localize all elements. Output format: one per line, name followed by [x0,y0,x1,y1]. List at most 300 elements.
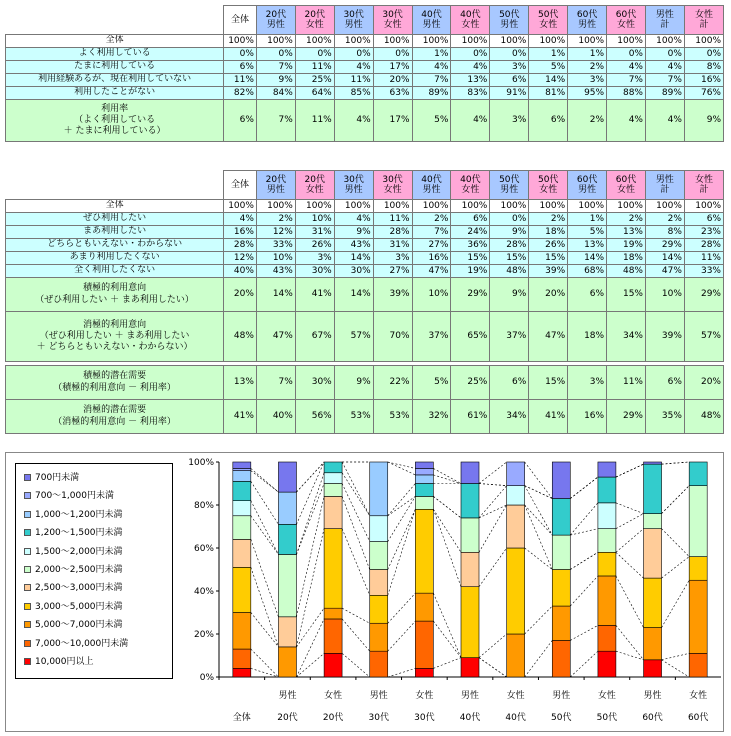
value-cell: 2% [256,213,295,226]
value-cell: 13% [568,239,607,252]
value-cell: 6% [490,366,529,400]
legend-label: 1,000～1,200円未満 [35,509,123,520]
row-label-line: まあ利用したい [83,226,147,237]
bar-segment [278,462,296,492]
bar-segment [461,518,479,552]
value-cell: 31% [295,226,334,239]
row-label-line: 全体 [105,35,124,46]
column-header [373,171,412,200]
bar-segment [552,640,570,677]
x-category-line1: 男性 [552,691,571,701]
value-cell: 0% [451,48,490,61]
value-cell: 10% [256,252,295,265]
y-tick-label: 60% [193,544,214,554]
value-cell: 0% [256,48,295,61]
series-connector-line [251,471,279,493]
value-cell: 7% [645,74,684,87]
row-label [6,239,224,252]
x-category-line1: 男性 [369,691,388,701]
series-connector-line [296,484,324,555]
table-row [6,100,724,142]
column-header-line1: 40代 [460,174,481,185]
value-cell: 8% [645,226,684,239]
value-cell: 100% [568,35,607,48]
column-header-line1: 全体 [231,14,250,25]
value-cell: 20% [684,366,723,400]
series-connector-line [342,473,370,516]
value-cell: 0% [490,213,529,226]
y-tick-label: 40% [193,587,214,597]
value-cell: 34% [490,400,529,434]
series-connector-line [388,509,416,569]
column-header-line2: 女性 [305,20,324,30]
series-connector-line [662,660,690,677]
column-header [295,6,334,35]
y-tick-label: 100% [188,458,214,468]
column-header-line2: 計 [699,20,709,30]
value-cell: 26% [529,239,568,252]
bar-segment [598,625,616,651]
value-cell: 100% [295,200,334,213]
value-cell: 13% [451,74,490,87]
series-connector-line [251,649,279,677]
row-label [6,74,224,87]
value-cell: 24% [451,226,490,239]
column-header-line2: 女性 [539,20,558,30]
value-cell: 29% [684,278,723,312]
value-cell: 3% [490,100,529,142]
series-connector-line [616,576,644,628]
series-connector-line [388,496,416,541]
column-header-line2: 男性 [422,185,441,195]
bar-segment [233,516,251,540]
value-cell: 7% [412,226,451,239]
bar-segment [507,486,525,505]
value-cell: 18% [568,312,607,362]
header-row [6,6,724,35]
bar-segment [233,501,251,516]
bar-segment [233,613,251,650]
value-cell: 48% [607,265,646,278]
value-cell: 6% [568,278,607,312]
value-cell: 2% [529,213,568,226]
series-connector-line [388,462,416,468]
series-connector-line [296,529,324,647]
value-cell: 7% [607,74,646,87]
column-header [684,171,723,200]
series-connector-line [616,651,644,660]
value-cell: 100% [684,35,723,48]
bar-segment [507,505,525,548]
bar-segment [324,619,342,653]
row-label-line: 全く利用したくない [74,265,156,276]
series-connector-line [570,625,598,640]
column-header-line1: 40代 [421,9,442,20]
value-cell: 4% [334,213,373,226]
value-cell: 100% [373,200,412,213]
bar-segment [461,462,479,484]
bar-segment [233,668,251,677]
column-header-line2: 女性 [617,20,636,30]
value-cell: 56% [295,400,334,434]
value-cell: 22% [373,366,412,400]
series-connector-line [616,514,644,529]
series-connector-line [616,464,644,477]
value-cell: 29% [645,239,684,252]
value-cell: 12% [256,226,295,239]
value-cell: 9% [490,278,529,312]
value-cell: 3% [490,61,529,74]
value-cell: 10% [412,278,451,312]
value-cell: 48% [684,400,723,434]
row-label [6,366,224,400]
row-label-line: ＋ どちらともいえない・わからない） [36,342,193,353]
value-cell: 18% [529,226,568,239]
column-header-line1: 女性 [694,9,713,20]
value-cell: 48% [490,265,529,278]
legend-label: 2,500～3,000円未満 [35,583,123,594]
column-header [645,6,684,35]
column-header-line2: 女性 [461,20,480,30]
table-row [6,87,724,100]
bar-segment [324,529,342,609]
value-cell: 40% [224,265,257,278]
value-cell: 53% [373,400,412,434]
series-connector-line [342,496,370,569]
column-header [451,6,490,35]
bar-segment [644,529,662,578]
column-header-line1: 40代 [421,174,442,185]
series-connector-line [251,516,279,555]
value-cell: 41% [529,400,568,434]
value-cell: 48% [224,312,257,362]
value-cell: 47% [412,265,451,278]
value-cell: 25% [451,366,490,400]
column-header [224,171,257,200]
row-label-line: 利用経験あるが、現在利用していない [38,74,192,85]
bar-segment [507,462,525,486]
value-cell: 7% [256,100,295,142]
value-cell: 0% [607,48,646,61]
value-cell: 89% [412,87,451,100]
value-cell: 34% [607,312,646,362]
value-cell: 11% [334,74,373,87]
column-header [490,171,529,200]
column-header [607,6,646,35]
value-cell: 70% [373,312,412,362]
value-cell: 57% [684,312,723,362]
value-cell: 2% [607,213,646,226]
series-connector-line [342,529,370,596]
column-header-line1: 20代 [304,174,325,185]
column-header [529,171,568,200]
value-cell: 3% [568,74,607,87]
bar-segment [644,578,662,627]
value-cell: 11% [295,100,334,142]
series-connector-line [616,529,644,553]
column-header [451,171,490,200]
value-cell: 35% [645,400,684,434]
bar-segment [598,576,616,625]
series-connector-line [570,552,598,569]
column-header-line2: 女性 [305,185,324,195]
series-connector-line [251,481,279,524]
column-header [224,6,257,35]
bar-segment [278,492,296,524]
value-cell: 15% [607,278,646,312]
value-cell: 91% [490,87,529,100]
x-category-line2: 全体 [232,713,251,723]
column-header-line2: 女性 [539,185,558,195]
row-label [6,226,224,239]
series-connector-line [433,475,461,484]
value-cell: 85% [334,87,373,100]
bar-segment [370,623,388,651]
value-cell: 6% [684,213,723,226]
value-cell: 64% [295,87,334,100]
column-header-line2: 女性 [461,185,480,195]
series-connector-line [433,509,461,586]
value-cell: 65% [451,312,490,362]
value-cell: 3% [295,252,334,265]
value-cell: 1% [568,213,607,226]
legend-label: 2,000～2,500円未満 [35,565,123,575]
bar-segment [370,651,388,677]
bar-segment [324,462,342,473]
x-category-line2: 60代 [642,713,663,723]
series-connector-line [525,486,553,499]
legend-label: 700～1,000円未満 [35,491,114,502]
series-connector-line [525,486,553,535]
column-header [607,171,646,200]
bar-segment [552,606,570,640]
row-label [6,278,224,312]
value-cell: 100% [451,200,490,213]
series-connector-line [479,486,507,518]
value-cell: 28% [684,239,723,252]
row-label [6,200,224,213]
bar-segment [461,587,479,658]
header-blank-cell [6,171,224,200]
value-cell: 6% [224,61,257,74]
value-cell: 19% [451,265,490,278]
column-header-line1: 60代 [615,174,637,185]
value-cell: 15% [490,252,529,265]
bar-segment [324,473,342,484]
value-cell: 0% [295,48,334,61]
table-row [6,366,724,400]
series-connector-line [662,580,690,627]
value-cell: 0% [334,48,373,61]
value-cell: 20% [373,74,412,87]
x-category-line2: 20代 [277,713,298,723]
value-cell: 14% [529,74,568,87]
header-row [6,171,724,200]
bar-segment [324,608,342,619]
row-label-line: （ぜひ利用したい ＋ まあ利用したい） [35,294,194,305]
value-cell: 2% [568,61,607,74]
value-cell: 89% [645,87,684,100]
x-category-line1: 男性 [460,691,480,701]
value-cell: 17% [373,61,412,74]
series-connector-line [251,567,279,647]
bar-segment [552,462,570,499]
value-cell: 11% [607,366,646,400]
column-header-line1: 50代 [537,174,559,185]
table-usage-intention [5,170,724,434]
row-label-line: 消極的利用意向 [83,319,147,330]
series-connector-line [525,505,553,535]
column-header [256,6,295,35]
value-cell: 6% [451,213,490,226]
column-header-line1: 30代 [343,9,364,20]
x-category-line1: 女性 [415,691,434,701]
value-cell: 4% [645,100,684,142]
column-header [334,6,373,35]
value-cell: 16% [224,226,257,239]
value-cell: 100% [224,200,257,213]
value-cell: 5% [529,61,568,74]
value-cell: 43% [334,239,373,252]
bar-segment [598,477,616,503]
series-connector-line [296,496,324,616]
value-cell: 0% [224,48,257,61]
value-cell: 88% [607,87,646,100]
value-cell: 0% [645,48,684,61]
value-cell: 68% [568,265,607,278]
table-row [6,239,724,252]
value-cell: 63% [373,87,412,100]
value-cell: 0% [684,48,723,61]
bar-segment [689,557,707,581]
value-cell: 57% [334,312,373,362]
row-label [6,100,224,142]
value-cell: 32% [412,400,451,434]
row-label-line: （よく利用している [74,114,156,125]
value-cell: 4% [607,61,646,74]
value-cell: 33% [684,265,723,278]
column-header-line2: 男性 [500,185,519,195]
bar-segment [415,593,433,621]
column-header [334,171,373,200]
value-cell: 9% [334,226,373,239]
row-label-line: 消極的潜在需要 [83,405,147,416]
bar-segment [233,468,251,470]
series-connector-line [525,505,553,570]
value-cell: 95% [568,87,607,100]
series-connector-line [662,486,690,514]
column-header-line2: 男性 [266,20,285,30]
value-cell: 41% [295,278,334,312]
column-header [568,6,607,35]
bar-segment [644,462,662,464]
bar-segment [278,617,296,647]
column-header-line1: 60代 [576,174,598,185]
bar-segment [461,552,479,586]
series-connector-line [479,505,507,552]
row-label [6,61,224,74]
bar-segment [324,484,342,497]
x-category-line1: 女性 [506,691,525,701]
table-row [6,226,724,239]
value-cell: 7% [256,61,295,74]
column-header-line2: 女性 [617,185,636,195]
row-label [6,35,224,48]
row-label-line: あまり利用したくない [69,252,160,263]
column-header-line2: 女性 [383,20,402,30]
value-cell: 76% [684,87,723,100]
value-cell: 81% [529,87,568,100]
table-row [6,278,724,312]
column-header-line2: 男性 [266,185,285,195]
x-category-line2: 30代 [368,713,389,723]
value-cell: 14% [334,252,373,265]
series-connector-line [479,462,507,484]
value-cell: 39% [645,312,684,362]
value-cell: 29% [451,278,490,312]
table-row [6,213,724,226]
series-connector-line [296,619,324,677]
bar-segment [644,660,662,677]
series-connector-line [525,548,553,570]
column-header-line2: 男性 [500,20,519,30]
value-cell: 30% [295,265,334,278]
value-cell: 14% [645,252,684,265]
series-connector-line [296,653,324,677]
value-cell: 7% [412,74,451,87]
series-connector-line [479,634,507,658]
series-connector-line [342,653,370,677]
bar-segment [233,471,251,482]
row-label-line: たまに利用している [74,61,156,72]
value-cell: 100% [256,200,295,213]
value-cell: 1% [568,48,607,61]
x-category-line2: 40代 [459,713,481,723]
value-cell: 100% [607,200,646,213]
column-header-line1: 20代 [265,174,287,185]
value-cell: 5% [412,100,451,142]
bar-segment [324,653,342,677]
bar-segment [552,535,570,569]
row-label-line: どちらともいえない・わからない [47,239,183,250]
value-cell: 14% [568,252,607,265]
value-cell: 14% [334,278,373,312]
value-cell: 1% [412,48,451,61]
bar-segment [415,484,433,497]
x-category-line2: 20代 [322,713,344,723]
table-row [6,48,724,61]
column-header-line1: 50代 [499,174,520,185]
legend-label: 7,000～10,000円未満 [35,638,129,649]
column-header-line2: 女性 [383,185,402,195]
bar-segment [598,529,616,553]
value-cell: 15% [529,252,568,265]
legend-label: 1,500～2,000円未満 [35,546,123,557]
legend-label: 10,000円以上 [35,657,94,667]
value-cell: 26% [295,239,334,252]
y-tick-label: 20% [193,630,214,640]
value-cell: 9% [684,100,723,142]
value-cell: 33% [256,239,295,252]
column-header-line1: 50代 [499,9,520,20]
value-cell: 13% [224,366,257,400]
row-label [6,87,224,100]
legend-label: 3,000～5,000円未満 [35,601,123,612]
x-category-line1: 男性 [643,691,662,701]
value-cell: 5% [568,226,607,239]
column-header-line1: 40代 [460,9,481,20]
row-label-line: ＋ たまに利用している） [63,126,166,137]
